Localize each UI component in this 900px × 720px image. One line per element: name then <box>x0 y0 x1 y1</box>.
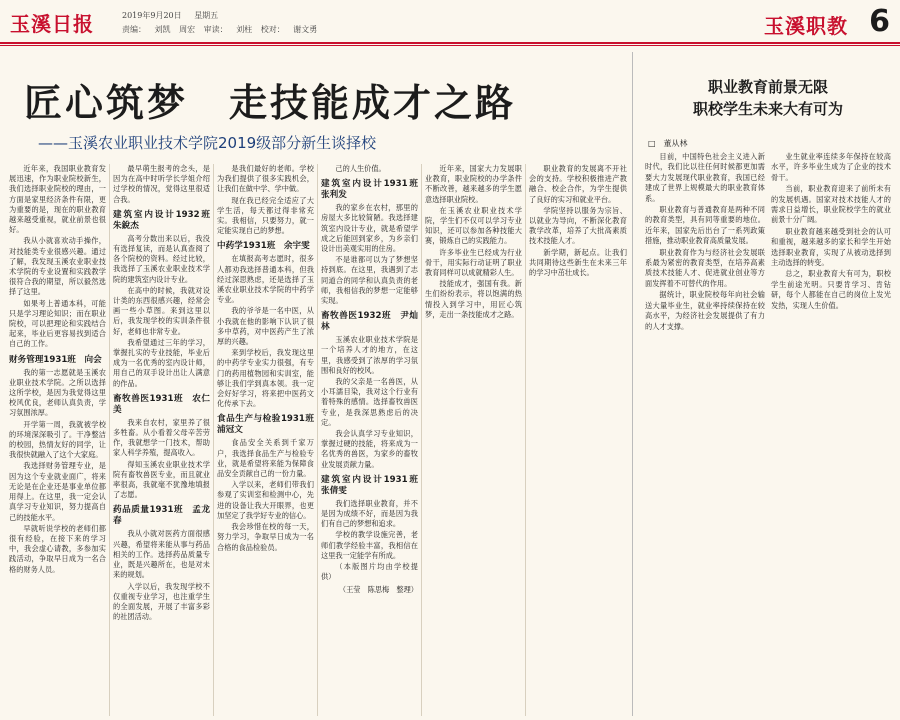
paragraph: 现在我已经完全适应了大学生活，每天都过得非常充实。我相信，只要努力，就一定能实现自己的梦想。 <box>217 195 314 236</box>
paragraph: 我选择财务管理专业，是因为这个专业就业面广，将来无论是在企业还是事业单位都用得上。在这里，我一定会认真学习专业知识，努力提高自己的技能水平。 <box>9 461 106 522</box>
paragraph: 职业教育作为与经济社会发展联系最为紧密的教育类型，在培养高素质技术技能人才、促进就业创业等方面发挥着不可替代的作用。 <box>645 247 765 288</box>
article-subhead: ——玉溪农业职业技术学院2019级部分新生谈择校 <box>38 134 377 152</box>
masthead-rule-thin <box>0 45 900 46</box>
paragraph: 最早萌生报考的念头，是因为在高中时听学长学姐介绍过学校的情况，觉得这里很适合我。 <box>113 164 210 204</box>
paragraph: 高考分数出来以后，我没有选择复读，而是认真查阅了各个院校的资料。经过比较，我选择了玉溪农业职业技术学院的建筑室内设计专业。 <box>113 233 210 284</box>
speaker-heading: 中药学1931班 余宇雯 <box>217 241 310 252</box>
speaker-heading: 药品质量1931班 孟龙春 <box>113 505 210 527</box>
paragraph: 我从小就对医药方面很感兴趣，希望将来能从事与药品相关的工作。选择药品质量专业，既是兴趣所在，也是对未来的规划。 <box>113 529 210 580</box>
main-article <box>6 50 630 716</box>
page-number: 6 <box>869 4 890 39</box>
paragraph: 学校的教学设施完善，老师们教学经验丰富，我相信在这里我一定能学有所成。 <box>321 530 418 560</box>
sidebar-columns <box>642 152 894 714</box>
editor-signature: （王莹 陈思梅 整理） <box>338 584 418 594</box>
paragraph: 据统计，职业院校每年向社会输送大量毕业生，就业率持续保持在较高水平，为经济社会发展提供了有力的人才支撑。 <box>645 290 765 331</box>
dateline <box>122 10 228 21</box>
weekday: 星期五 <box>194 11 219 20</box>
paragraph: 我会认真学习专业知识，掌握过硬的技能，将来成为一名优秀的兽医，为家乡的畜牧业发展贡献力量。 <box>321 429 418 469</box>
article-columns <box>6 164 630 716</box>
staff-line <box>122 24 323 35</box>
speaker-heading: 建筑室内设计1932班 朱銳杰 <box>113 209 219 231</box>
paragraph: 不是谁都可以为了梦想坚持到底。在这里，我遇到了志同道合的同学和认真负责的老师，我相信我的梦想一定能够实现。 <box>321 255 418 306</box>
text-column <box>768 152 894 714</box>
masthead <box>0 0 900 46</box>
text-column <box>214 164 323 716</box>
date: 2019年9月20日 <box>122 11 182 20</box>
sidebar-article <box>642 52 894 716</box>
paragraph: 职业教育与普通教育是两种不同的教育类型，具有同等重要的地位。近年来，国家先后出台了一系列政策措施，推动职业教育高质量发展。 <box>645 205 765 246</box>
paragraph: 得知玉溪农业职业技术学院有畜牧兽医专业，而且就业率很高，我就毫不犹豫地填报了志愿。 <box>113 459 210 500</box>
paragraph: 学院坚持以服务为宗旨、以就业为导向，不断深化教育教学改革，培养了大批高素质技术技能人才。 <box>529 205 627 246</box>
sidebar-title-line: 职业教育前景无限 <box>707 78 828 96</box>
text-column <box>318 164 427 716</box>
paragraph: 我来自农村，家里养了很多牲畜。从小看着父母辛苦劳作，我就想学一门技术，帮助家人科学养殖，提高收入。 <box>113 417 210 458</box>
column-separator <box>632 52 633 716</box>
sidebar-title-line: 职校学生未来大有可为 <box>692 100 843 118</box>
staff-item: 责编： <box>122 25 146 34</box>
paragraph: 我的家乡在农村，那里的房屋大多比较简陋。我选择建筑室内设计专业，就是希望学成之后能回到家乡，为乡亲们设计出美观实用的住房。 <box>321 203 418 254</box>
paragraph: 许多毕业生已经成为行业骨干，用实际行动证明了职业教育同样可以成就精彩人生。 <box>425 247 522 278</box>
paragraph: 食品安全关系到千家万户，我选择食品生产与检验专业，就是希望将来能为保障食品安全贡献自己的一份力量。 <box>217 438 314 479</box>
paragraph: （本版图片均由学校提供） <box>321 562 418 582</box>
staff-item: 校对： <box>260 25 285 34</box>
text-column <box>6 164 110 716</box>
paragraph: 在高中的时候，我就对设计类的东西很感兴趣，经常会画一些小草图。来到这里以后，我发现学校的实训条件很好，老师也非常专业。 <box>113 285 210 336</box>
paragraph: 我希望通过三年的学习，掌握扎实的专业技能，毕业后成为一名优秀的室内设计师，用自己的双手设计出让人满意的作品。 <box>113 337 210 388</box>
text-column <box>422 164 526 716</box>
staff-item: 刘凯 <box>154 25 171 34</box>
text-column <box>110 164 219 716</box>
newspaper-brand: 玉溪日报 <box>10 12 94 36</box>
paragraph: 总之，职业教育大有可为，职校学生前途光明。只要肯学习、肯钻研，每个人都能在自己的岗位上发光发热，实现人生价值。 <box>771 269 891 310</box>
sidebar-title <box>642 76 894 120</box>
paragraph: 我的爷爷是一名中医，从小我就在他的影响下认识了很多中草药，对中医药产生了浓厚的兴趣。 <box>217 306 314 347</box>
paragraph: 我从小就喜欢动手操作，对技能类专业很感兴趣。通过了解，我发现玉溪农业职业技术学院的专业设置和实践教学很符合我的期望，所以毅然选择了这里。 <box>9 236 106 297</box>
paragraph: 如果考上普通本科，可能只是学习理论知识；而在职业院校，可以把理论和实践结合起来，毕业后更容易找到适合自己的工作。 <box>9 298 106 349</box>
paragraph: 当前，职业教育迎来了前所未有的发展机遇。国家对技术技能人才的需求日益增长，职业院校学生的就业前景十分广阔。 <box>771 184 891 225</box>
paragraph: 开学第一周，我就被学校的环境深深吸引了。干净整洁的校园，热情友好的同学，让我很快就融入了这个大家庭。 <box>9 419 106 460</box>
article-headline: 匠心筑梦 走技能成才之路 <box>24 81 517 125</box>
sidebar-byline: □ 董从林 <box>648 139 688 148</box>
paragraph: 早就听说学校的老师们都很有经验，在接下来的学习中，我会虚心请教，多参加实践活动，争取早日成为一名合格的财务人员。 <box>9 523 106 574</box>
paragraph: 业生就业率连续多年保持在较高水平，许多毕业生成为了企业的技术骨干。 <box>771 152 891 182</box>
paragraph: 技能成才，强国有我。新生们纷纷表示，将以饱满的热情投入到学习中，用匠心筑梦，走出一条技能成才之路。 <box>425 279 522 319</box>
paragraph: 目前，中国特色社会主义进入新时代，我们比以往任何时候都更加需要大力发展现代职业教育，我国已经建成了世界上规模最大的职业教育体系。 <box>645 152 765 203</box>
staff-item: 周宏 <box>179 25 196 34</box>
text-column <box>526 164 630 716</box>
speaker-heading: 建筑室内设计1931班 张倩雯 <box>321 474 427 496</box>
staff-item: 审读： <box>203 25 228 34</box>
paragraph: 近年来，我国职业教育发展迅速，作为职业院校新生，我们选择职业院校的理由，一方面是家里经济条件有限，更为重要的是，现在的职业教育越来越受重视，就业前景也很好。 <box>9 164 106 235</box>
speaker-heading: 财务管理1931班 向会 <box>9 354 102 365</box>
paragraph: 己的人生价值。 <box>335 164 386 173</box>
speaker-heading: 食品生产与检验1931班 浦冠文 <box>217 414 323 436</box>
paragraph: 在填报高考志愿时，很多人都劝我选择普通本科，但我经过深思熟虑，还是选择了玉溪农业职业技术学院的中药学专业。 <box>217 254 314 305</box>
staff-item: 谢文勇 <box>293 25 318 34</box>
speaker-heading: 畜牧兽医1931班 农仁美 <box>113 393 210 415</box>
speaker-heading: 建筑室内设计1931班 张利发 <box>321 179 427 201</box>
staff-item: 刘柱 <box>236 25 253 34</box>
paragraph: 职业教育的发展离不开社会的支持。学校积极推进产教融合、校企合作，为学生提供了良好的实习和就业平台。 <box>529 164 627 204</box>
paragraph: 职业教育越来越受到社会的认可和重视，越来越多的家长和学生开始选择职业教育，实现了从被动选择到主动选择的转变。 <box>771 226 891 268</box>
paragraph: 我会珍惜在校的每一天，努力学习，争取早日成为一名合格的食品检验员。 <box>217 522 314 552</box>
paragraph: 我们选择职业教育，并不是因为成绩不好，而是因为我们有自己的梦想和追求。 <box>321 498 418 529</box>
paragraph: 是我们最好的老师。学校为我们提供了很多实践机会，让我们在做中学、学中做。 <box>217 164 314 194</box>
paragraph: 我的第一志愿就是玉溪农业职业技术学院。之所以选择这所学校，是因为我觉得这里校风优良，老师认真负责，学习氛围浓厚。 <box>9 367 106 418</box>
paragraph: 在玉溪农业职业技术学院，学生们不仅可以学习专业知识，还可以参加各种技能大赛，锻炼自己的实践能力。 <box>425 205 522 246</box>
paragraph: 来到学校后，我发现这里的中药学专业实力很强，有专门的药用植物园和实训室，能够让我们学到真本领。我一定会好好学习，将来把中医药文化传承下去。 <box>217 348 314 409</box>
paragraph: 入学以后，我发现学校不仅重视专业学习，也注重学生的全面发展，开展了丰富多彩的社团活动。 <box>113 581 210 622</box>
paragraph: 玉溪农业职业技术学院是一个培养人才的地方，在这里，我感受到了浓厚的学习氛围和良好的校风。 <box>321 335 418 375</box>
section-label: 玉溪职教 <box>764 14 848 38</box>
text-column <box>642 152 768 714</box>
paragraph: 新学期，新起点。让我们共同期待这些新生在未来三年的学习中茁壮成长。 <box>529 247 627 278</box>
speaker-heading: 畜牧兽医1932班 尹灿林 <box>321 311 418 333</box>
paragraph: 入学以来，老师们带我们参观了实训室和检测中心，先进的设备让我大开眼界，也更加坚定了我学好专业的信心。 <box>217 480 314 520</box>
paragraph: 我的父亲是一名兽医，从小耳濡目染，我对这个行业有着特殊的感情。选择畜牧兽医专业，是我深思熟虑后的决定。 <box>321 377 418 427</box>
paragraph: 近年来，国家大力发展职业教育，职业院校的办学条件不断改善，越来越多的学生愿意选择职业院校。 <box>425 164 522 204</box>
masthead-rule <box>0 42 900 44</box>
